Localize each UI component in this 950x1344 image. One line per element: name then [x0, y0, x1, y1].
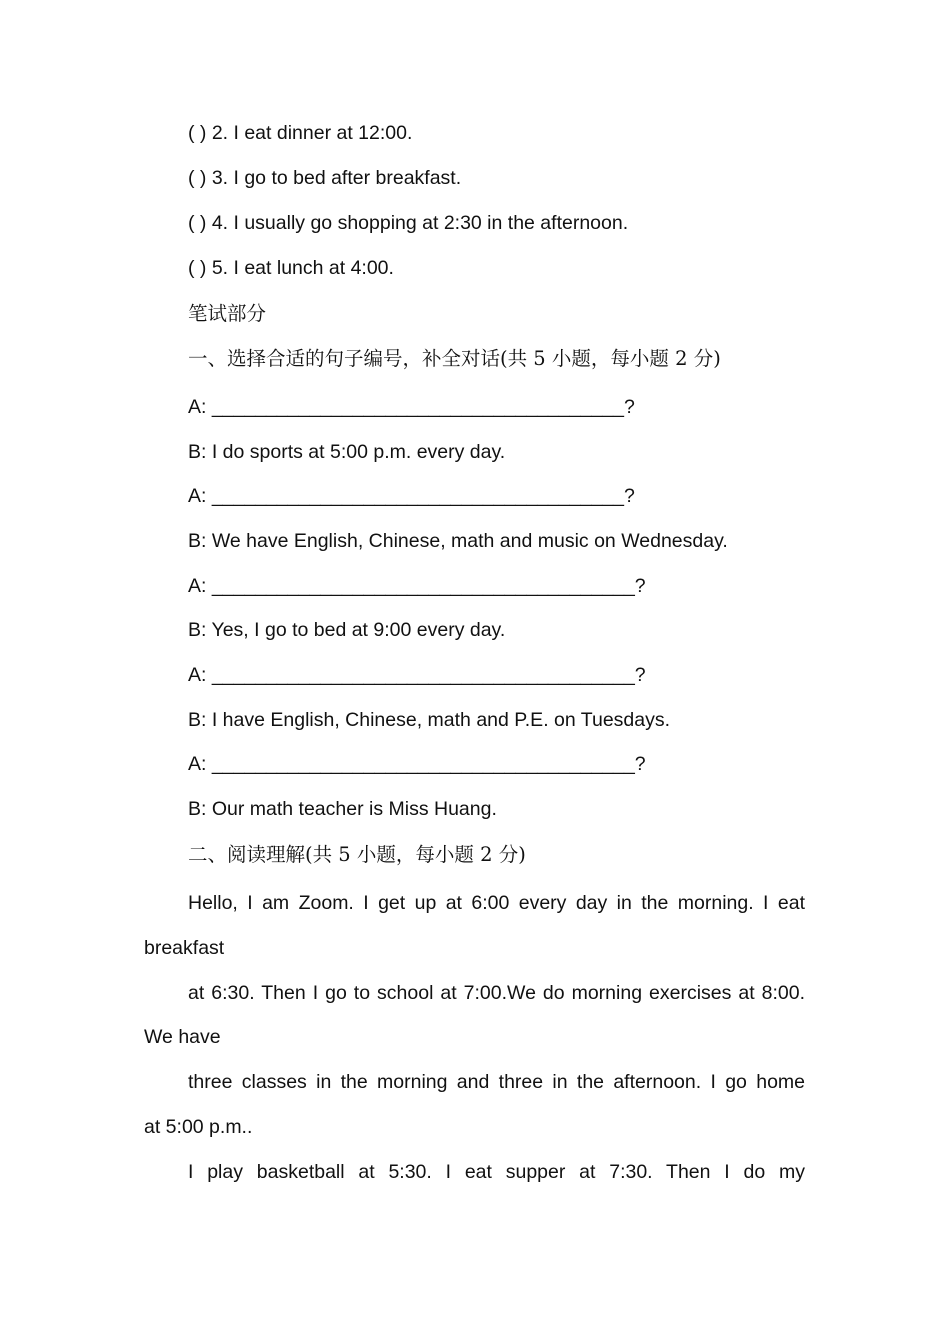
- listening-item-2: ( ) 2. I eat dinner at 12:00.: [188, 122, 413, 144]
- listening-item-4: ( ) 4. I usually go shopping at 2:30 in the afternoon.: [188, 212, 629, 234]
- dialogue-line: A: ______________________________________?: [188, 396, 635, 418]
- dialogue-line: A: ______________________________________?: [188, 485, 635, 507]
- passage-line: at 6:30. Then I go to school at 7:00.We do morning exercises at 8:00.: [188, 982, 805, 1004]
- dialogue-line: B: I have English, Chinese, math and P.E. on Tuesdays.: [188, 709, 671, 731]
- passage-line: Hello, I am Zoom. I get up at 6:00 every day in the morning. I eat: [188, 892, 805, 914]
- dialogue-line: A: _______________________________________?: [188, 664, 646, 686]
- listening-item-3: ( ) 3. I go to bed after breakfast.: [188, 167, 462, 189]
- passage-line: breakfast: [144, 937, 225, 959]
- part-two-heading: 二、阅读理解(共 5 小题，每小题 2 分): [188, 843, 526, 866]
- dialogue-line: A: _______________________________________?: [188, 575, 646, 597]
- part-one-heading: 一、选择合适的句子编号，补全对话(共 5 小题，每小题 2 分): [188, 347, 721, 370]
- passage-line: I play basketball at 5:30. I eat supper at 7:30. Then I do my: [188, 1161, 805, 1183]
- dialogue-line: A: _______________________________________?: [188, 753, 646, 775]
- dialogue-line: B: Our math teacher is Miss Huang.: [188, 798, 497, 820]
- dialogue-line: B: We have English, Chinese, math and music on Wednesday.: [188, 530, 728, 552]
- passage-line: three classes in the morning and three in the afternoon. I go home: [188, 1071, 805, 1093]
- passage-line: We have: [144, 1026, 221, 1048]
- dialogue-line: B: I do sports at 5:00 p.m. every day.: [188, 441, 506, 463]
- listening-item-5: ( ) 5. I eat lunch at 4:00.: [188, 257, 394, 279]
- dialogue-line: B: Yes, I go to bed at 9:00 every day.: [188, 619, 506, 641]
- passage-line: at 5:00 p.m..: [144, 1116, 253, 1138]
- written-section-title: 笔试部分: [188, 302, 267, 325]
